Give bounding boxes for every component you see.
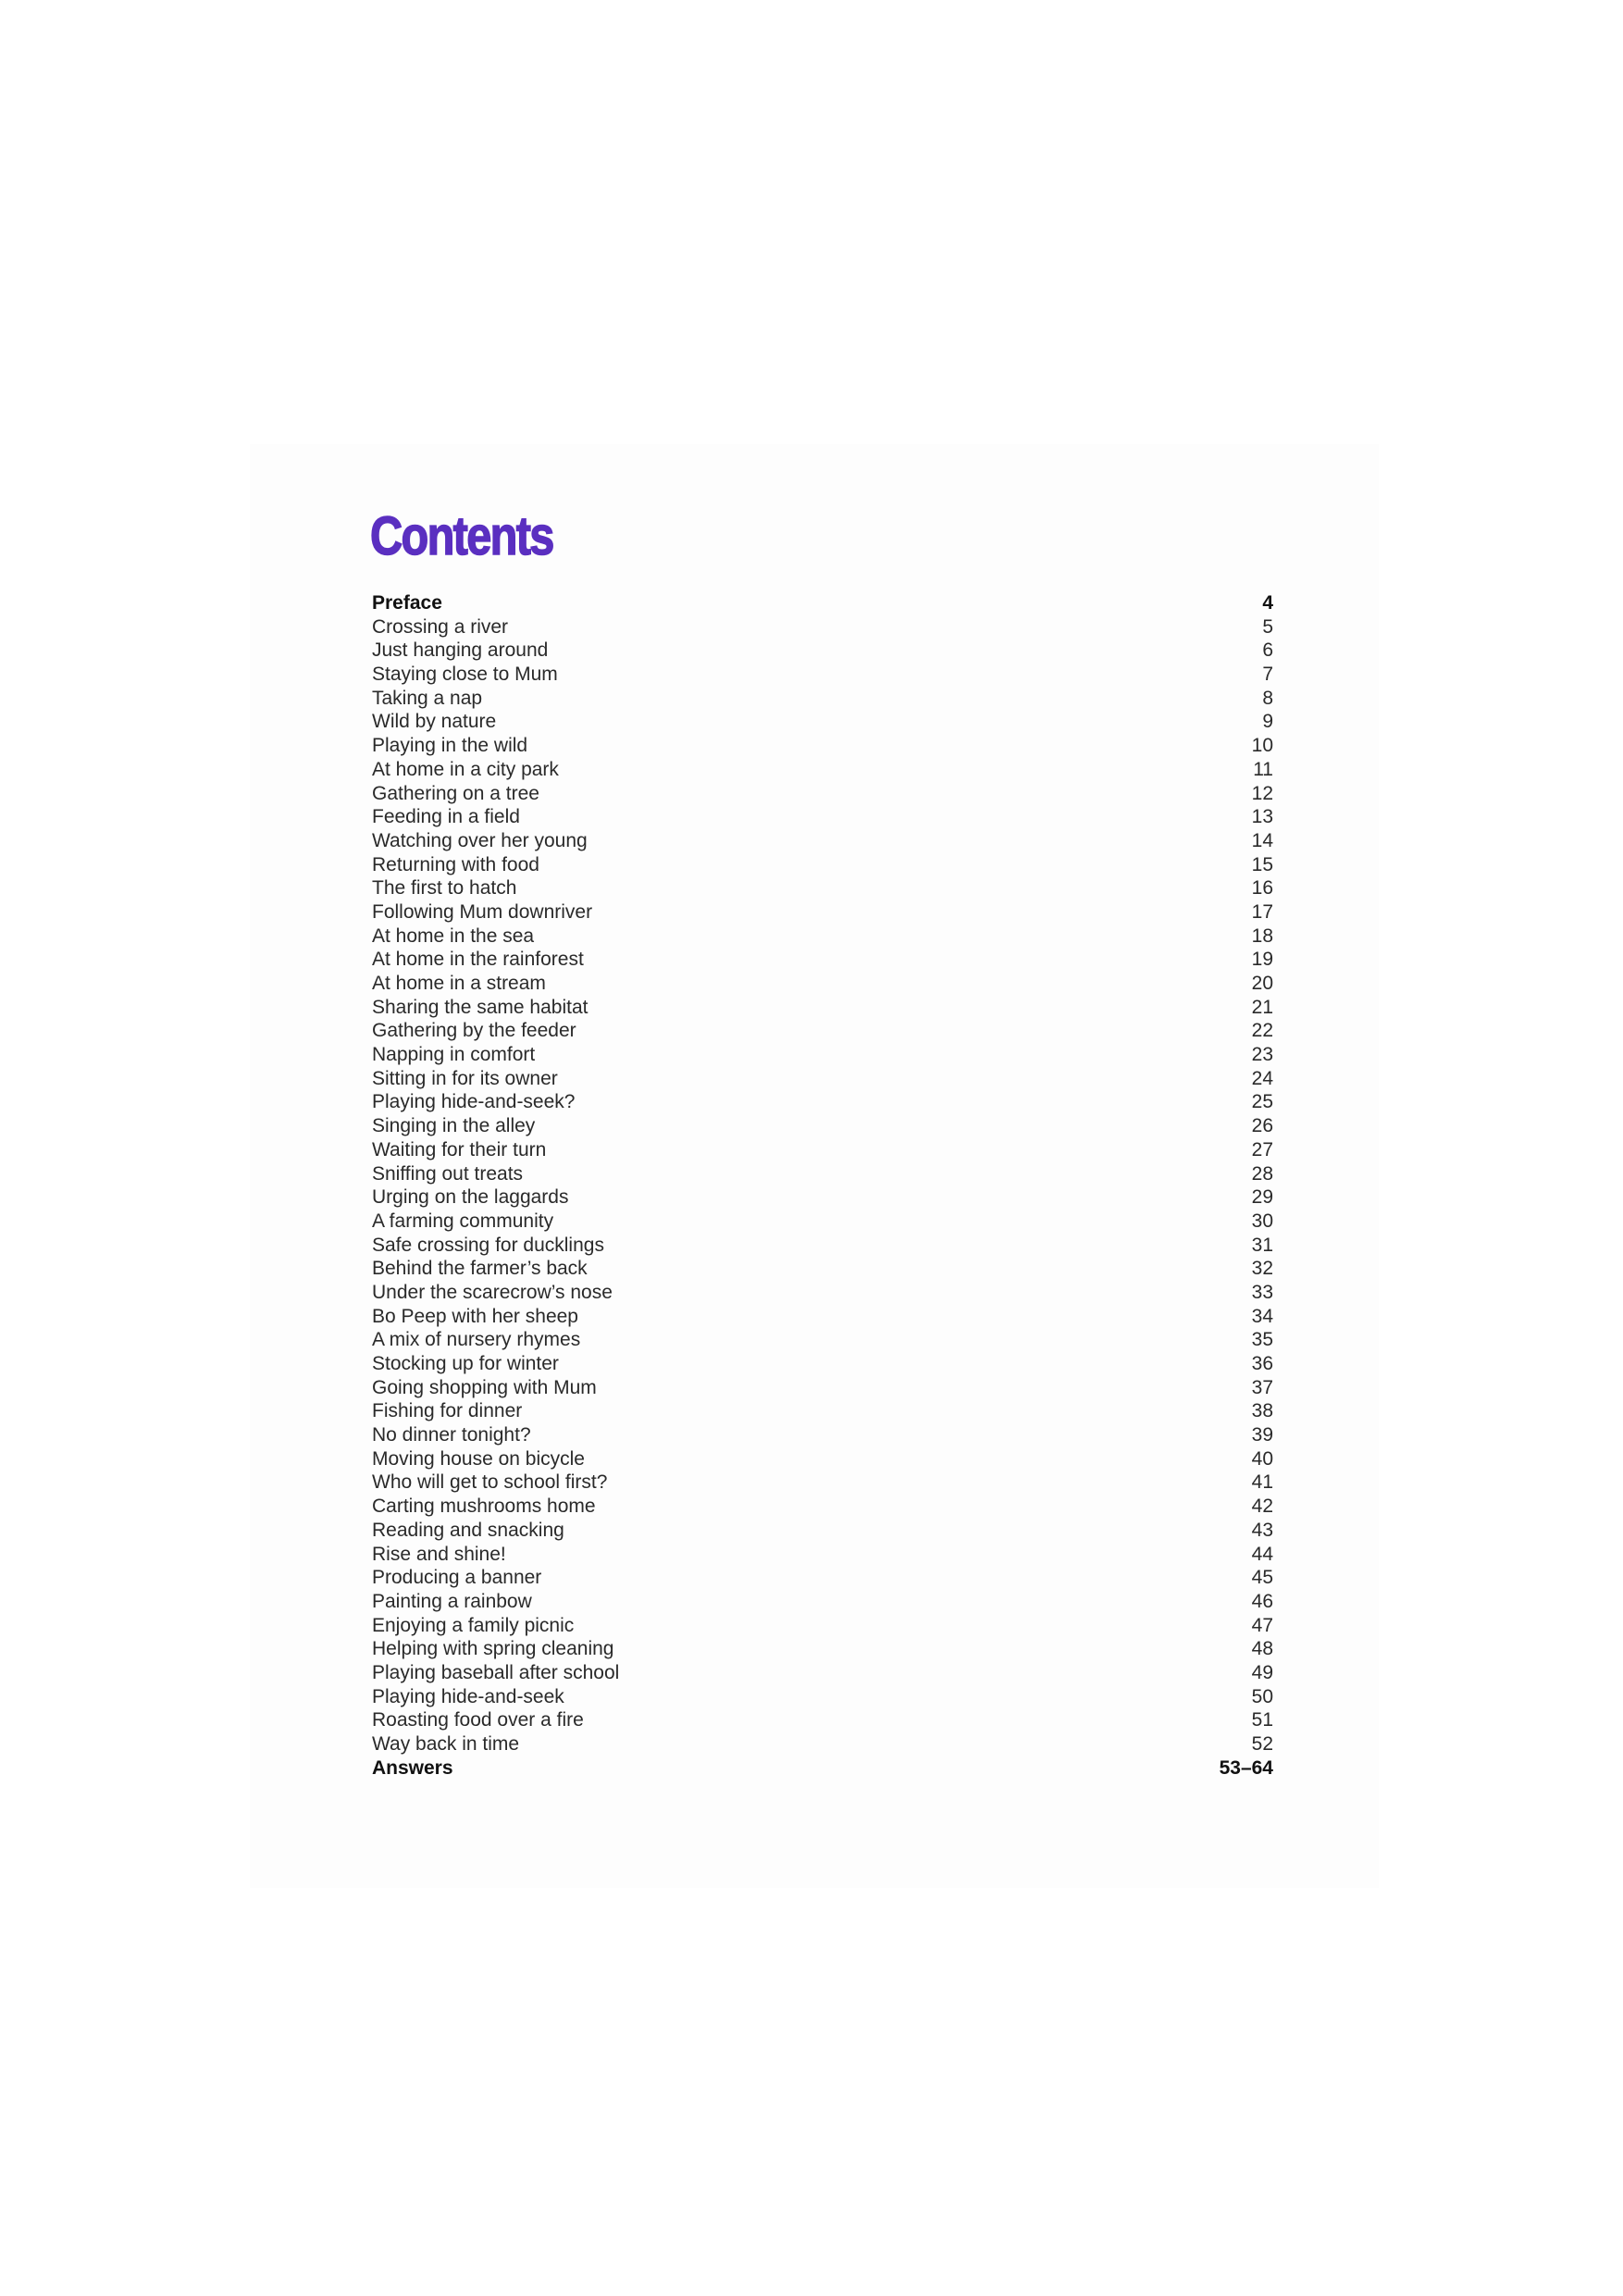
toc-entry-page: 33 <box>1251 1281 1273 1303</box>
toc-entry-title: Answers <box>372 1756 453 1779</box>
toc-entry <box>372 755 1273 779</box>
toc-entry-title: Bo Peep with her sheep <box>372 1305 578 1327</box>
toc-entry <box>372 1587 1273 1611</box>
toc-entry-title: Playing hide-and-seek <box>372 1685 564 1707</box>
toc-entry-page: 49 <box>1251 1661 1273 1683</box>
toc-entry-title: No dinner tonight? <box>372 1424 531 1446</box>
toc-entry-page: 21 <box>1251 996 1273 1018</box>
toc-entry-page: 20 <box>1251 973 1273 994</box>
toc-entry-page: 25 <box>1251 1091 1273 1113</box>
toc-entry-title: Carting mushrooms home <box>372 1496 596 1518</box>
toc-entry-title: Playing baseball after school <box>372 1661 620 1683</box>
toc-entry-title: Enjoying a family picnic <box>372 1614 575 1636</box>
toc-entry <box>372 993 1273 1017</box>
toc-entry-page: 38 <box>1251 1400 1273 1422</box>
toc-entry-page: 23 <box>1251 1044 1273 1066</box>
toc-entry-title: Staying close to Mum <box>372 664 558 686</box>
toc-entry-title: Gathering by the feeder <box>372 1020 576 1042</box>
toc-entry-page: 39 <box>1251 1424 1273 1446</box>
toc-entry-page: 8 <box>1262 687 1273 709</box>
toc-entry-title: Roasting food over a fire <box>372 1709 584 1731</box>
toc-entry-page: 51 <box>1251 1709 1273 1731</box>
toc-entry-page: 12 <box>1251 782 1273 804</box>
toc-entry <box>372 1016 1273 1040</box>
toc-entry-page: 5 <box>1262 615 1273 638</box>
toc-entry-title: Sniffing out treats <box>372 1162 524 1185</box>
toc-entry <box>372 1540 1273 1564</box>
toc-entry-page: 45 <box>1251 1567 1273 1589</box>
toc-entry <box>372 1325 1273 1349</box>
toc-entry <box>372 1207 1273 1231</box>
toc-entry-title: Moving house on bicycle <box>372 1447 585 1470</box>
toc-entry-page: 52 <box>1251 1733 1273 1755</box>
toc-entry <box>372 684 1273 708</box>
toc-entry-page: 18 <box>1251 925 1273 947</box>
toc-entry-title: Painting a rainbow <box>372 1590 532 1612</box>
toc-entry-page: 4 <box>1262 592 1273 614</box>
toc-entry <box>372 1087 1273 1111</box>
toc-entry-page: 11 <box>1253 758 1273 780</box>
toc-entry <box>372 707 1273 731</box>
toc-entry-title: Way back in time <box>372 1733 520 1755</box>
toc-entry <box>372 1706 1273 1730</box>
toc-entry-title: Stocking up for winter <box>372 1353 559 1374</box>
toc-entry-page: 46 <box>1251 1590 1273 1612</box>
toc-entry-title: Crossing a river <box>372 615 509 638</box>
toc-entry <box>372 1468 1273 1492</box>
toc-entry-title: Gathering on a tree <box>372 782 539 804</box>
toc-entry-title: Feeding in a field <box>372 806 520 828</box>
toc-entry <box>372 779 1273 803</box>
toc-entry-page: 30 <box>1251 1210 1273 1232</box>
toc-entry-title: At home in the rainforest <box>372 949 584 971</box>
toc-entry-title: Helping with spring cleaning <box>372 1638 614 1660</box>
toc-entry-page: 9 <box>1262 711 1273 733</box>
toc-entry <box>372 1040 1273 1064</box>
toc-entry <box>372 922 1273 946</box>
toc-entry-page: 32 <box>1251 1258 1273 1280</box>
toc-entry-page: 16 <box>1251 877 1273 900</box>
toc-entry-title: Playing in the wild <box>372 735 528 757</box>
toc-entry <box>372 636 1273 660</box>
toc-entry-page: 42 <box>1251 1496 1273 1518</box>
toc-entry <box>372 1634 1273 1658</box>
toc-entry-page: 29 <box>1251 1186 1273 1209</box>
toc-entry-title: Reading and snacking <box>372 1519 564 1541</box>
toc-entry <box>372 850 1273 875</box>
toc-list <box>372 589 1273 1777</box>
toc-entry-title: Napping in comfort <box>372 1044 536 1066</box>
toc-entry-page: 15 <box>1251 853 1273 875</box>
toc-entry-title: A farming community <box>372 1210 554 1232</box>
toc-entry <box>372 1183 1273 1207</box>
toc-entry-title: Singing in the alley <box>372 1115 536 1137</box>
toc-entry-title: Playing hide-and-seek? <box>372 1091 576 1113</box>
toc-entry-title: Sitting in for its owner <box>372 1067 558 1089</box>
toc-entry <box>372 802 1273 826</box>
toc-entry <box>372 1278 1273 1302</box>
toc-entry-page: 36 <box>1251 1353 1273 1374</box>
toc-entry-page: 10 <box>1251 735 1273 757</box>
toc-entry-page: 24 <box>1251 1067 1273 1089</box>
toc-entry-page: 7 <box>1262 664 1273 686</box>
toc-entry-page: 28 <box>1251 1162 1273 1185</box>
toc-entry <box>372 731 1273 755</box>
toc-entry <box>372 826 1273 850</box>
toc-entry <box>372 1421 1273 1445</box>
toc-entry-page: 31 <box>1251 1234 1273 1256</box>
toc-entry-title: At home in a city park <box>372 758 559 780</box>
toc-entry <box>372 1516 1273 1540</box>
toc-entry-title: Going shopping with Mum <box>372 1376 597 1398</box>
toc-entry <box>372 1111 1273 1136</box>
toc-entry-page: 37 <box>1251 1376 1273 1398</box>
toc-entry-title: Fishing for dinner <box>372 1400 523 1422</box>
toc-entry <box>372 1396 1273 1421</box>
toc-entry-title: Safe crossing for ducklings <box>372 1234 604 1256</box>
toc-entry <box>372 898 1273 922</box>
toc-entry <box>372 1682 1273 1706</box>
toc-entry-page: 53–64 <box>1219 1756 1273 1779</box>
toc-entry <box>372 1064 1273 1088</box>
toc-entry-title: Who will get to school first? <box>372 1471 608 1494</box>
toc-entry <box>372 1492 1273 1516</box>
toc-entry-title: At home in the sea <box>372 925 535 947</box>
toc-entry-page: 44 <box>1251 1543 1273 1565</box>
toc-entry-page: 26 <box>1251 1115 1273 1137</box>
toc-entry <box>372 874 1273 898</box>
toc-entry-title: Following Mum downriver <box>372 900 593 923</box>
toc-entry-title: Urging on the laggards <box>372 1186 569 1209</box>
toc-entry-title: Waiting for their turn <box>372 1138 547 1160</box>
toc-entry-page: 50 <box>1251 1685 1273 1707</box>
toc-entry <box>372 1349 1273 1373</box>
toc-entry-page: 34 <box>1251 1305 1273 1327</box>
toc-entry <box>372 1445 1273 1469</box>
toc-entry-title: Producing a banner <box>372 1567 542 1589</box>
toc-entry <box>372 1754 1273 1778</box>
toc-entry <box>372 1658 1273 1682</box>
contents-title: Contents <box>370 506 553 566</box>
toc-entry-title: Just hanging around <box>372 639 549 662</box>
toc-entry-page: 6 <box>1262 639 1273 662</box>
toc-entry-title: Rise and shine! <box>372 1543 506 1565</box>
toc-entry-page: 22 <box>1251 1020 1273 1042</box>
toc-entry-page: 48 <box>1251 1638 1273 1660</box>
toc-entry <box>372 1136 1273 1160</box>
toc-entry <box>372 1302 1273 1326</box>
toc-entry-page: 41 <box>1251 1471 1273 1494</box>
toc-entry-page: 19 <box>1251 949 1273 971</box>
toc-entry-title: Under the scarecrow’s nose <box>372 1281 613 1303</box>
toc-entry <box>372 1611 1273 1635</box>
toc-entry-page: 35 <box>1251 1329 1273 1351</box>
toc-entry-page: 43 <box>1251 1519 1273 1541</box>
toc-entry-title: A mix of nursery rhymes <box>372 1329 581 1351</box>
toc-entry-title: Preface <box>372 592 442 614</box>
toc-entry-title: Watching over her young <box>372 829 588 851</box>
toc-entry <box>372 1231 1273 1255</box>
toc-entry-page: 47 <box>1251 1614 1273 1636</box>
toc-entry-title: At home in a stream <box>372 973 546 994</box>
toc-entry-title: The first to hatch <box>372 877 517 900</box>
toc-entry <box>372 1254 1273 1278</box>
toc-entry-page: 40 <box>1251 1447 1273 1470</box>
toc-entry-title: Taking a nap <box>372 687 483 709</box>
toc-entry-title: Wild by nature <box>372 711 497 733</box>
toc-entry <box>372 660 1273 684</box>
toc-entry-page: 14 <box>1251 829 1273 851</box>
toc-entry <box>372 613 1273 637</box>
toc-entry-title: Returning with food <box>372 853 539 875</box>
toc-entry-page: 27 <box>1251 1138 1273 1160</box>
toc-entry-page: 17 <box>1251 900 1273 923</box>
toc-entry-title: Sharing the same habitat <box>372 996 588 1018</box>
toc-entry <box>372 1373 1273 1397</box>
toc-entry-page: 13 <box>1251 806 1273 828</box>
toc-entry <box>372 945 1273 969</box>
toc-entry <box>372 969 1273 993</box>
toc-entry <box>372 1563 1273 1587</box>
toc-entry <box>372 589 1273 613</box>
toc-entry <box>372 1730 1273 1754</box>
toc-entry <box>372 1160 1273 1184</box>
toc-entry-title: Behind the farmer’s back <box>372 1258 588 1280</box>
